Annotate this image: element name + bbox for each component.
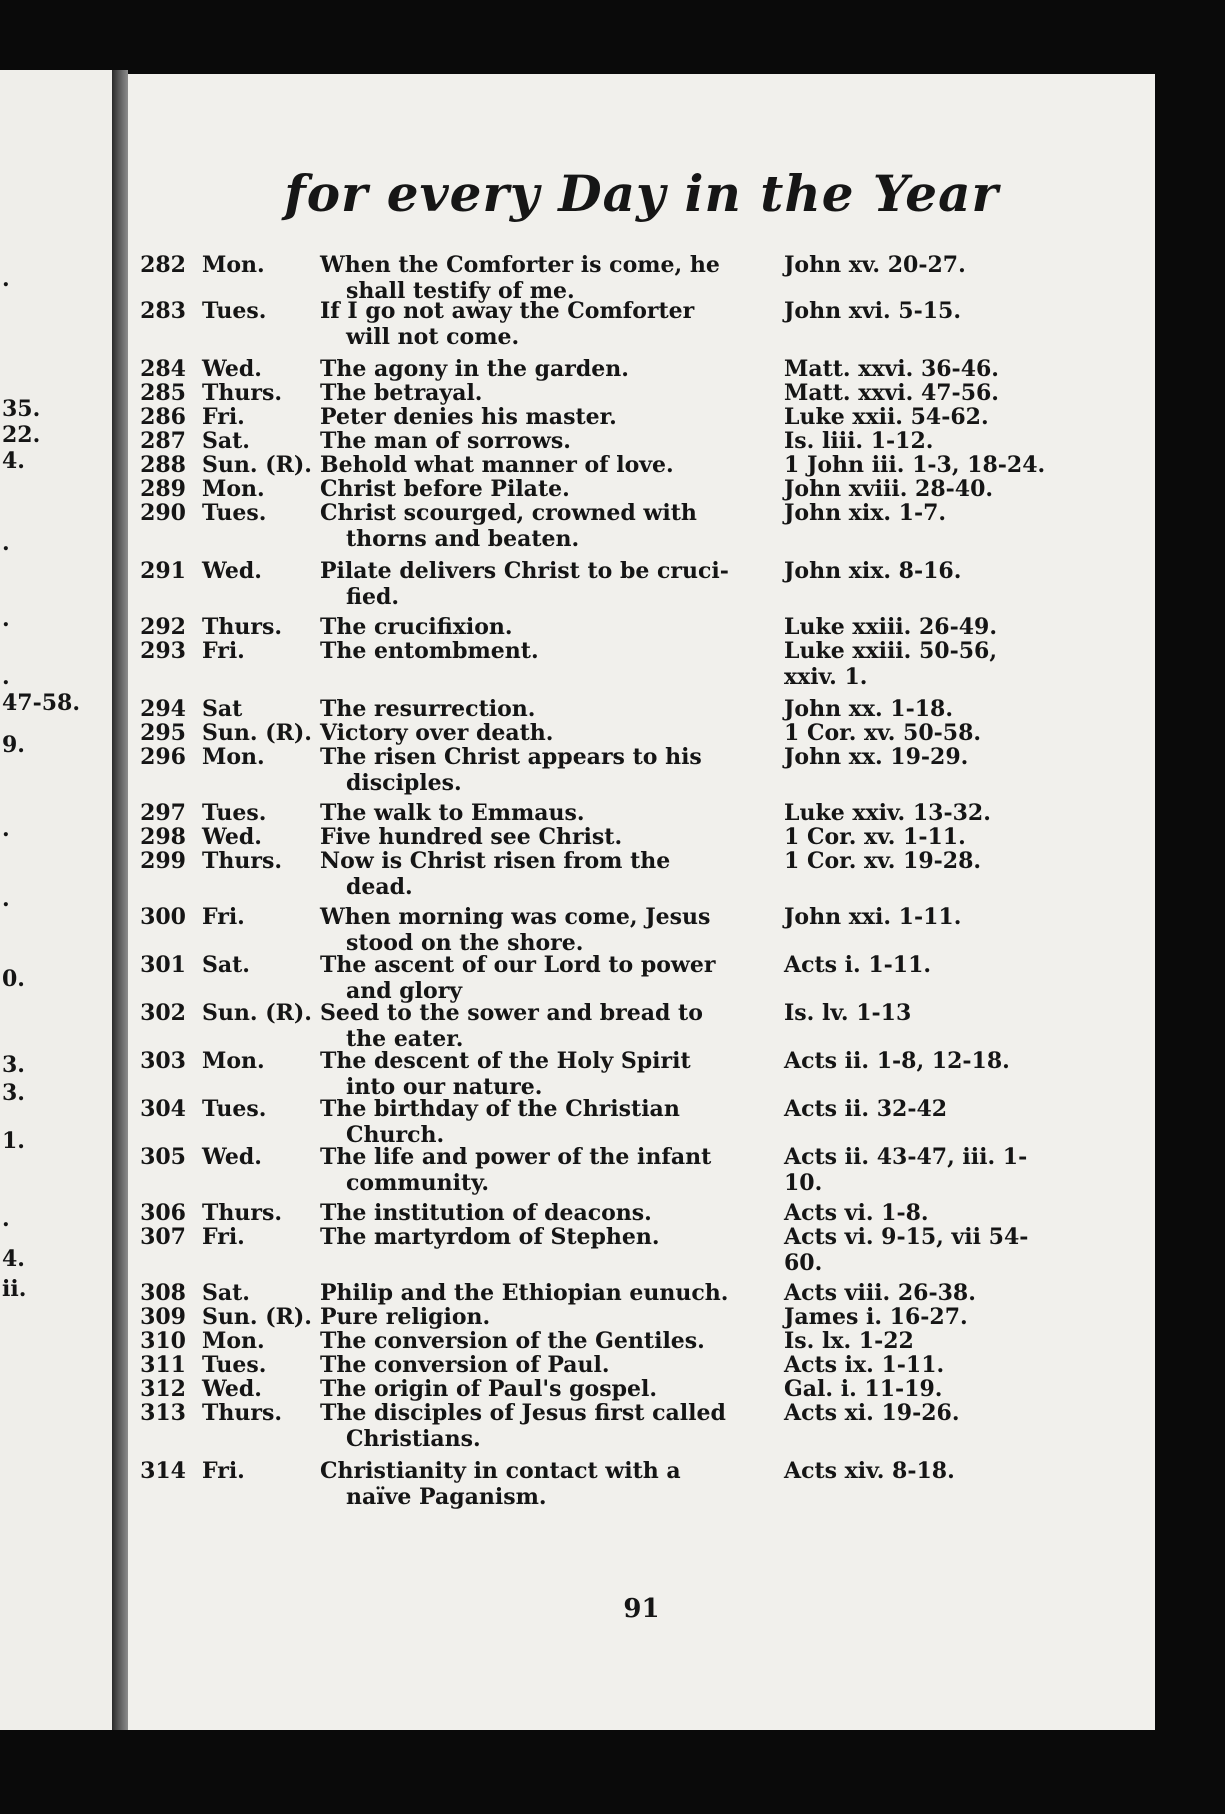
entry-reference: Acts viii. 26-38. [784,1280,976,1306]
entry-title [320,1224,720,1250]
entry-day: Thurs. [202,848,282,874]
entry-day: Thurs. [202,614,282,640]
entry-title-line2: and glory [346,978,463,1004]
entry-title [320,824,720,850]
entry-day: Sat. [202,1280,250,1306]
entry-title [320,696,720,722]
entry-reference: Acts ii. 32-42 [784,1096,948,1122]
entry-title [320,298,720,350]
entry-day: Fri. [202,638,245,664]
entry-number: 313 [140,1400,186,1426]
entry-title-line2: stood on the shore. [346,930,584,956]
entry-reference: Acts xiv. 8-18. [784,1458,955,1484]
entry-title [320,452,720,478]
entry-number: 296 [140,744,186,770]
entry-reference: Acts xi. 19-26. [784,1400,960,1426]
entry-day: Sun. (R). [202,1304,312,1330]
entry-title-line2: Christians. [346,1426,481,1452]
entry-reference: Luke xxii. 54-62. [784,404,989,430]
entry-title [320,904,720,956]
entry-reference: Luke xxiv. 13-32. [784,800,991,826]
entry-reference: Is. liii. 1-12. [784,428,934,454]
entry-day: Fri. [202,404,245,430]
entry-reference: Matt. xxvi. 36-46. [784,356,999,382]
facing-page-fragment: 35. [2,396,41,422]
entry-title-line1: The conversion of Paul. [320,1352,610,1378]
entry-reference: John xix. 8-16. [784,558,962,584]
entry-reference: Luke xxiii. 50-56, xxiv. 1. [784,638,998,690]
entry-title [320,1048,720,1100]
entry-title-line1: Behold what manner of love. [320,452,674,478]
entry-title [320,1144,720,1196]
entry-title [320,1400,726,1452]
entry-title [320,1328,720,1354]
entry-title-line1: Victory over death. [320,720,554,746]
book-page [128,74,1155,1730]
entry-number: 307 [140,1224,186,1250]
entry-title-line2: disciples. [346,770,462,796]
entry-reference: Acts vi. 1-8. [784,1200,929,1226]
entry-title-line1: The descent of the Holy Spirit [320,1048,691,1074]
entry-title [320,1000,720,1052]
entry-title [320,1376,720,1402]
entry-reference: Is. lx. 1-22 [784,1328,914,1354]
facing-page-fragment: 3. [2,1080,25,1106]
entry-title-line1: Pilate delivers Christ to be cruci- [320,558,729,584]
entry-reference: Is. lv. 1-13 [784,1000,912,1026]
entry-day: Wed. [202,824,262,850]
entry-reference: Luke xxiii. 26-49. [784,614,998,640]
entry-title-line1: The man of sorrows. [320,428,571,454]
entry-number: 308 [140,1280,186,1306]
entry-number: 283 [140,298,186,324]
entry-title [320,1352,720,1378]
entry-title-line1: The crucifixion. [320,614,513,640]
entry-reference: John xix. 1-7. [784,500,947,526]
entry-title-line1: The disciples of Jesus first called [320,1400,726,1426]
entry-title [320,720,720,746]
entry-reference: John xv. 20-27. [784,252,966,278]
entry-reference: Acts ii. 1-8, 12-18. [784,1048,1010,1074]
entry-title [320,800,720,826]
entry-title-line1: The martyrdom of Stephen. [320,1224,660,1250]
entry-title [320,952,720,1004]
entry-number: 306 [140,1200,186,1226]
entry-reference: 1 Cor. xv. 19-28. [784,848,982,874]
entry-number: 286 [140,404,186,430]
entry-number: 284 [140,356,186,382]
entry-title-line1: The resurrection. [320,696,536,722]
entry-title-line2: fied. [346,584,400,610]
entry-title-line1: When the Comforter is come, he [320,252,720,278]
facing-page-fragment: 3. [2,1052,25,1078]
facing-page-fragment: . [2,606,10,632]
entry-day: Sat [202,696,243,722]
entry-title [320,1458,720,1510]
entry-title-line1: The origin of Paul's gospel. [320,1376,658,1402]
entry-number: 292 [140,614,186,640]
entry-title-line1: Philip and the Ethiopian eunuch. [320,1280,729,1306]
facing-page-fragment: 22. [2,422,41,448]
facing-page-fragment: . [2,530,10,556]
entry-reference: John xx. 1-18. [784,696,953,722]
entry-number: 314 [140,1458,186,1484]
entry-title [320,1200,720,1226]
entry-reference: Acts ix. 1-11. [784,1352,945,1378]
entry-title-line2: naïve Paganism. [346,1484,547,1510]
entry-title-line1: The agony in the garden. [320,356,629,382]
entry-reference: Acts vi. 9-15, vii 54-60. [784,1224,1029,1276]
entry-reference: Gal. i. 11-19. [784,1376,943,1402]
entry-number: 299 [140,848,186,874]
page-heading: for every Day in the Year [284,164,999,223]
entry-number: 297 [140,800,186,826]
entry-title-line1: Peter denies his master. [320,404,617,430]
entry-title-line1: The birthday of the Christian [320,1096,680,1122]
entry-day: Thurs. [202,1200,282,1226]
entry-title-line1: Seed to the sower and bread to [320,1000,703,1026]
entry-title-line2: Church. [346,1122,445,1148]
facing-page-fragment: . [2,266,10,292]
entry-title [320,1304,720,1330]
entry-title [320,1280,729,1306]
entry-day: Mon. [202,252,265,278]
facing-page-fragment: . [2,1206,10,1232]
entry-day: Sun. (R). [202,452,312,478]
entry-number: 293 [140,638,186,664]
entry-number: 285 [140,380,186,406]
entry-title-line1: The conversion of the Gentiles. [320,1328,705,1354]
entry-title-line1: The institution of deacons. [320,1200,652,1226]
entry-title-line1: The life and power of the infant [320,1144,712,1170]
entry-number: 303 [140,1048,186,1074]
entry-title-line1: Christianity in contact with a [320,1458,681,1484]
entry-day: Wed. [202,558,262,584]
facing-page-fragment: ii. [2,1276,27,1302]
entry-title-line1: The risen Christ appears to his [320,744,702,770]
entry-number: 305 [140,1144,186,1170]
entry-title-line1: Five hundred see Christ. [320,824,623,850]
entry-reference: 1 John iii. 1-3, 18-24. [784,452,1046,478]
facing-page-fragment: . [2,886,10,912]
entry-number: 294 [140,696,186,722]
entry-reference: Matt. xxvi. 47-56. [784,380,999,406]
entry-reference: Acts i. 1-11. [784,952,932,978]
entry-day: Tues. [202,800,267,826]
entry-number: 309 [140,1304,186,1330]
entry-reference: John xxi. 1-11. [784,904,962,930]
entry-title-line1: The walk to Emmaus. [320,800,585,826]
entry-reference: 1 Cor. xv. 50-58. [784,720,982,746]
entry-number: 289 [140,476,186,502]
facing-page-fragment: . [2,664,10,690]
entry-day: Tues. [202,1096,267,1122]
entry-title-line1: If I go not away the Comforter [320,298,695,324]
entry-day: Sun. (R). [202,1000,312,1026]
entry-day: Sat. [202,428,250,454]
entry-reference: Acts ii. 43-47, iii. 1-10. [784,1144,1028,1196]
entry-title-line1: Christ before Pilate. [320,476,570,502]
entry-number: 311 [140,1352,186,1378]
entry-day: Wed. [202,1144,262,1170]
entry-title [320,614,720,640]
entry-title [320,1096,720,1148]
entry-title-line2: will not come. [346,324,520,350]
facing-page-fragment: 4. [2,1246,25,1272]
entry-reference: John xx. 19-29. [784,744,969,770]
entry-number: 310 [140,1328,186,1354]
entry-title [320,252,720,304]
facing-page-edge [0,70,112,1730]
entry-title-line1: The ascent of our Lord to power [320,952,716,978]
entry-day: Sun. (R). [202,720,312,746]
entry-number: 304 [140,1096,186,1122]
entry-title-line2: community. [346,1170,490,1196]
entry-title [320,380,720,406]
entry-day: Tues. [202,1352,267,1378]
entry-title-line2: into our nature. [346,1074,543,1100]
entry-number: 287 [140,428,186,454]
entry-day: Tues. [202,298,267,324]
entry-title [320,638,720,664]
entry-title-line1: The betrayal. [320,380,483,406]
entry-day: Mon. [202,1328,265,1354]
facing-page-fragment: 0. [2,966,25,992]
entry-number: 290 [140,500,186,526]
facing-page-fragment: 1. [2,1128,25,1154]
entry-title-line2: thorns and beaten. [346,526,580,552]
entry-number: 300 [140,904,186,930]
entry-day: Tues. [202,500,267,526]
entry-day: Wed. [202,1376,262,1402]
entry-title-line1: Christ scourged, crowned with [320,500,697,526]
entry-title [320,476,720,502]
entry-title-line1: Pure religion. [320,1304,491,1330]
entry-title-line1: When morning was come, Jesus [320,904,711,930]
entry-number: 295 [140,720,186,746]
entry-title [320,428,720,454]
facing-page-fragment: . [2,816,10,842]
entry-title [320,558,729,610]
entry-day: Thurs. [202,380,282,406]
entry-reference: 1 Cor. xv. 1-11. [784,824,966,850]
facing-page-fragment: 4. [2,448,25,474]
entry-title [320,744,720,796]
entry-number: 291 [140,558,186,584]
entry-day: Fri. [202,904,245,930]
entry-day: Fri. [202,1458,245,1484]
entry-number: 302 [140,1000,186,1026]
entry-reference: James i. 16-27. [784,1304,968,1330]
entry-number: 288 [140,452,186,478]
entry-title [320,848,720,900]
entry-reference: John xvi. 5-15. [784,298,962,324]
entry-number: 282 [140,252,186,278]
page-number: 91 [623,1594,660,1624]
entry-title-line2: the eater. [346,1026,464,1052]
entry-day: Mon. [202,744,265,770]
entry-reference: John xviii. 28-40. [784,476,994,502]
facing-page-fragment: 9. [2,732,25,758]
entry-title-line1: Now is Christ risen from the [320,848,671,874]
book-spine [112,70,128,1730]
entry-day: Thurs. [202,1400,282,1426]
facing-page-fragment: 47-58. [2,690,81,716]
entry-title-line1: The entombment. [320,638,539,664]
entry-title-line2: dead. [346,874,413,900]
entry-day: Wed. [202,356,262,382]
entry-title-line2: shall testify of me. [346,278,575,304]
entry-number: 312 [140,1376,186,1402]
entry-number: 298 [140,824,186,850]
entry-title [320,404,720,430]
entry-day: Mon. [202,476,265,502]
entry-day: Mon. [202,1048,265,1074]
entry-day: Fri. [202,1224,245,1250]
entry-number: 301 [140,952,186,978]
entry-day: Sat. [202,952,250,978]
entry-title [320,500,720,552]
entry-title [320,356,720,382]
